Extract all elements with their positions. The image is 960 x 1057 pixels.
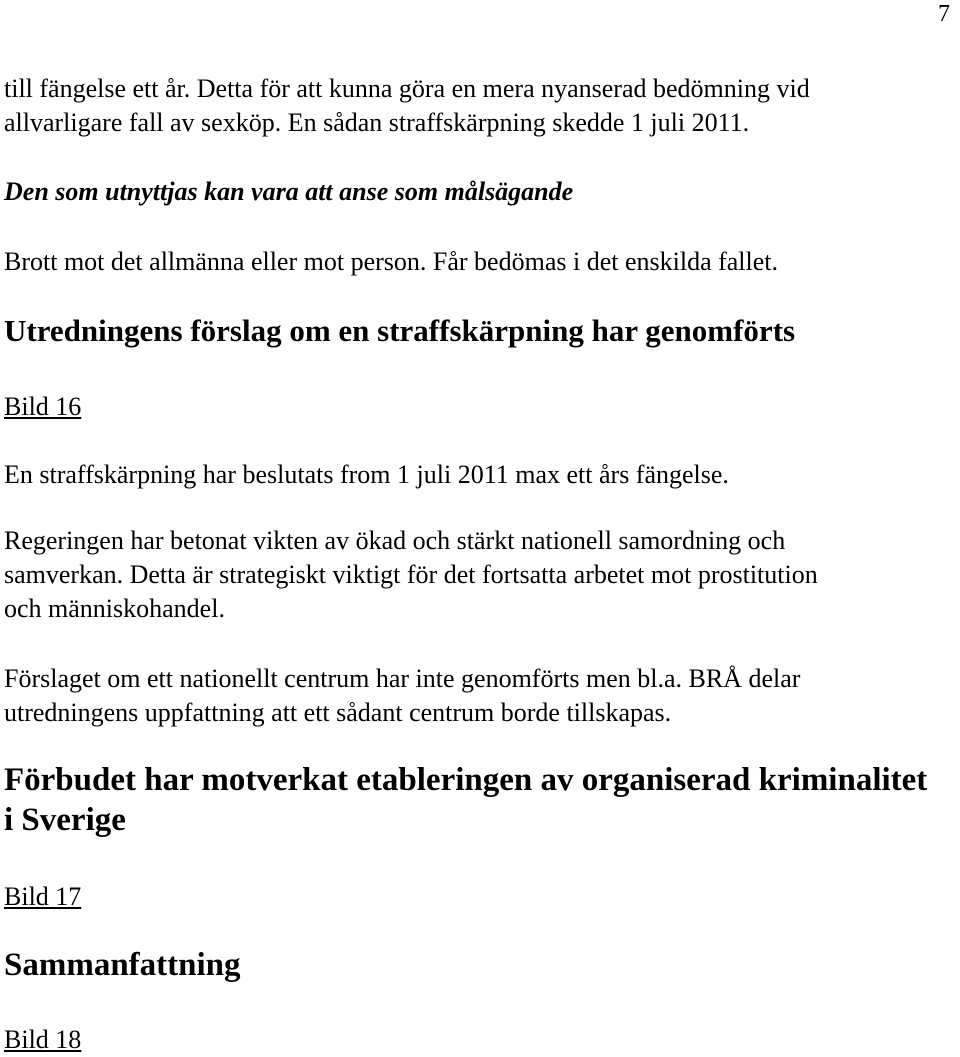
paragraph-5-line-1: Förslaget om ett nationellt centrum har inte genomförts men bl.a. BRÅ delar bbox=[4, 664, 801, 693]
figure-reference-18: Bild 18 bbox=[4, 1025, 82, 1054]
paragraph-2: Brott mot det allmänna eller mot person. Får bedömas i det enskilda fallet. bbox=[4, 247, 779, 276]
paragraph-4-line-3: och människohandel. bbox=[4, 594, 225, 623]
section-heading-straffskarpning: Utredningens förslag om en straffskärpning har genomförts bbox=[4, 313, 796, 348]
page-number: 7 bbox=[938, 1, 950, 27]
section-heading-forbudet-line-1: Förbudet har motverkat etableringen av organiserad kriminalitet bbox=[4, 762, 928, 798]
paragraph-5-line-2: utredningens uppfattning att ett sådant centrum borde tillskapas. bbox=[4, 698, 672, 727]
paragraph-3: En straffskärpning har beslutats from 1 juli 2011 max ett års fängelse. bbox=[4, 460, 729, 489]
italic-subheading: Den som utnyttjas kan vara att anse som målsägande bbox=[4, 177, 574, 206]
paragraph-4-line-2: samverkan. Detta är strategiskt viktigt för det fortsatta arbetet mot prostitution bbox=[4, 560, 818, 589]
paragraph-4-line-1: Regeringen har betonat vikten av ökad och stärkt nationell samordning och bbox=[4, 526, 786, 555]
paragraph-1-line-1: till fängelse ett år. Detta för att kunna göra en mera nyanserad bedömning vid bbox=[4, 74, 810, 103]
section-heading-sammanfattning: Sammanfattning bbox=[4, 947, 241, 983]
figure-reference-16: Bild 16 bbox=[4, 392, 82, 421]
figure-reference-17: Bild 17 bbox=[4, 882, 82, 911]
section-heading-forbudet-line-2: i Sverige bbox=[4, 802, 126, 838]
paragraph-1-line-2: allvarligare fall av sexköp. En sådan straffskärpning skedde 1 juli 2011. bbox=[4, 108, 750, 137]
